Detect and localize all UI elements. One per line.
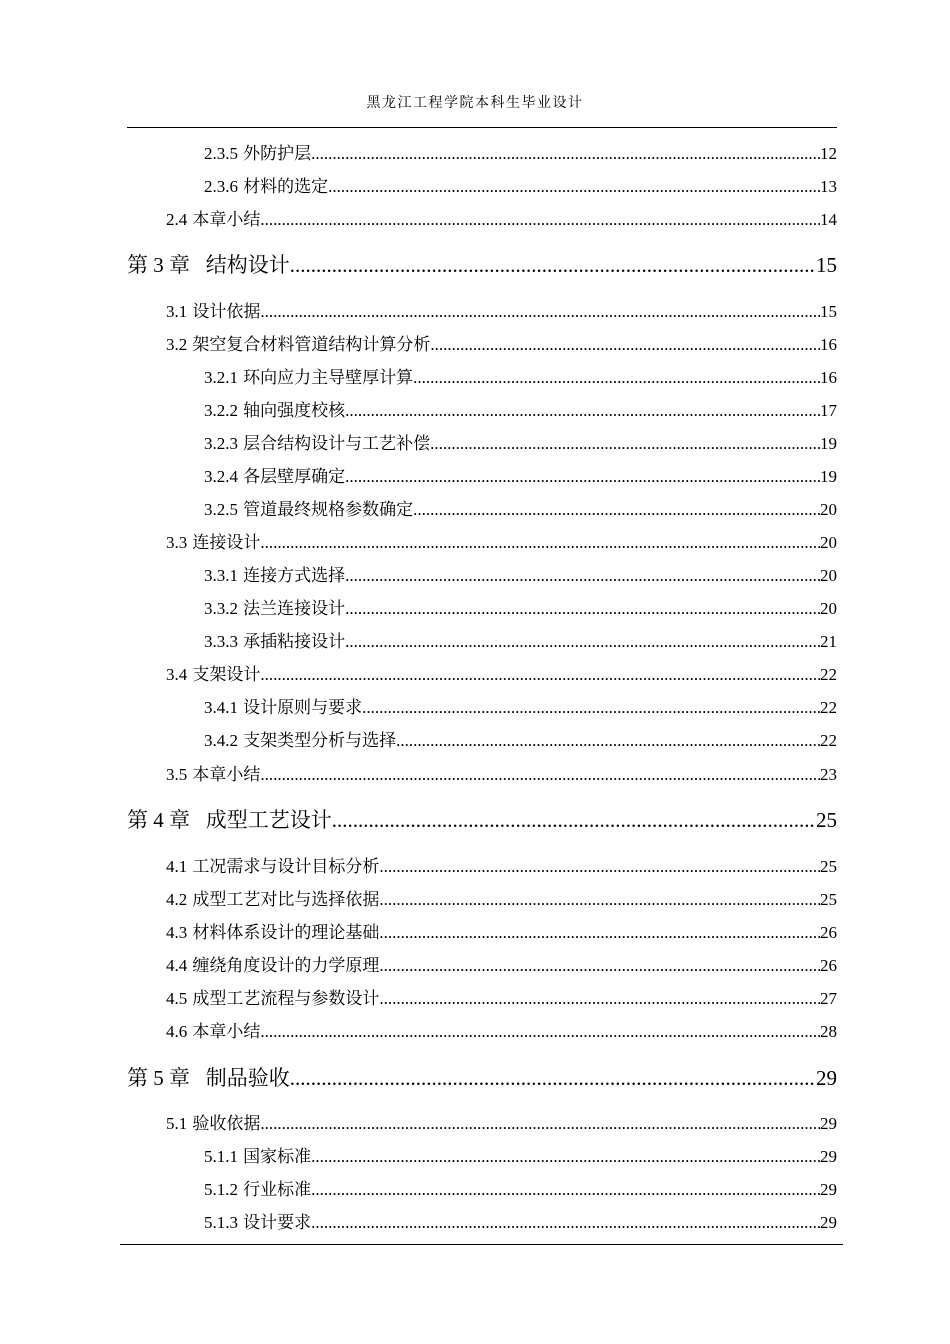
toc-entry-title: 承插粘接设计 — [243, 632, 346, 651]
toc-page-number: 22 — [820, 698, 837, 717]
toc-page-number: 22 — [820, 665, 837, 684]
toc-section-entry[interactable] — [166, 1017, 837, 1042]
toc-entry-label — [204, 495, 413, 520]
toc-dot-leader — [362, 698, 820, 718]
toc-entry-title: 支架类型分析与选择 — [243, 731, 397, 750]
toc-entry-number: 3.1 — [166, 302, 188, 321]
toc-section-entry[interactable] — [204, 396, 837, 421]
toc-section-entry[interactable] — [204, 139, 837, 164]
toc-section-entry[interactable] — [204, 726, 837, 751]
toc-dot-leader — [311, 1147, 820, 1167]
toc-entry-title: 法兰连接设计 — [243, 599, 346, 618]
toc-dot-leader — [379, 857, 820, 877]
toc-entry-title: 材料体系设计的理论基础 — [192, 923, 380, 942]
toc-entry-title: 材料的选定 — [243, 177, 329, 196]
toc-entry-title: 外防护层 — [243, 144, 312, 163]
toc-page-number: 27 — [820, 989, 837, 1008]
toc-entry-number: 4.4 — [166, 956, 188, 975]
toc-entry-title: 结构设计 — [205, 253, 290, 277]
toc-entry-number: 3.2.3 — [204, 434, 238, 453]
toc-entry-title: 架空复合材料管道结构计算分析 — [192, 335, 431, 354]
toc-entry-title: 本章小结 — [192, 1022, 261, 1041]
toc-entry-label — [166, 918, 379, 943]
toc-entry-label — [166, 205, 260, 230]
toc-dot-leader — [345, 599, 820, 619]
toc-entry-number: 3.3 — [166, 533, 188, 552]
toc-entry-label — [204, 396, 345, 421]
toc-dot-leader — [379, 956, 820, 976]
toc-entry-number: 5.1 — [166, 1114, 188, 1133]
toc-dot-leader — [413, 368, 820, 388]
toc-entry-number: 4.1 — [166, 857, 188, 876]
toc-dot-leader — [311, 1180, 820, 1200]
toc-entry-number: 3.4.2 — [204, 731, 238, 750]
toc-entry-label — [166, 1109, 260, 1134]
toc-dot-leader — [345, 566, 820, 586]
toc-page-number: 20 — [820, 599, 837, 618]
toc-entry-label — [204, 1208, 311, 1233]
toc-section-entry[interactable] — [166, 205, 837, 230]
toc-entry-label — [204, 561, 345, 586]
toc-chapter-entry[interactable] — [127, 249, 837, 279]
toc-section-entry[interactable] — [166, 852, 837, 877]
toc-entry-title: 设计原则与要求 — [243, 698, 363, 717]
toc-page-number: 23 — [820, 765, 837, 784]
toc-entry-number: 5.1.2 — [204, 1180, 238, 1199]
toc-dot-leader — [413, 500, 820, 520]
toc-dot-leader — [430, 335, 820, 355]
toc-entry-number: 3.2.1 — [204, 368, 238, 387]
toc-dot-leader — [345, 467, 820, 487]
toc-entry-number: 3.2 — [166, 335, 188, 354]
toc-section-entry[interactable] — [204, 495, 837, 520]
toc-dot-leader — [332, 808, 816, 833]
toc-entry-number: 3.4.1 — [204, 698, 238, 717]
toc-entry-number: 4.6 — [166, 1022, 188, 1041]
toc-dot-leader — [260, 1022, 820, 1042]
toc-entry-title: 本章小结 — [192, 210, 261, 229]
toc-page-number: 20 — [820, 500, 837, 519]
toc-dot-leader — [379, 923, 820, 943]
toc-dot-leader — [311, 1213, 820, 1233]
toc-page-number: 14 — [820, 210, 837, 229]
toc-page-number: 21 — [820, 632, 837, 651]
toc-entry-label — [166, 1017, 260, 1042]
toc-entry-label — [166, 330, 430, 355]
toc-entry-label — [204, 627, 345, 652]
toc-page-number: 16 — [820, 335, 837, 354]
toc-page-number: 12 — [820, 144, 837, 163]
toc-entry-title: 缠绕角度设计的力学原理 — [192, 956, 380, 975]
toc-section-entry[interactable] — [204, 363, 837, 388]
toc-entry-number: 第 5 章 — [127, 1066, 190, 1090]
toc-entry-number: 5.1.1 — [204, 1147, 238, 1166]
toc-entry-title: 支架设计 — [192, 665, 261, 684]
toc-entry-title: 管道最终规格参数确定 — [243, 500, 414, 519]
toc-entry-label — [127, 249, 290, 279]
toc-entry-label — [166, 984, 379, 1009]
toc-entry-number: 4.3 — [166, 923, 188, 942]
toc-entry-label — [166, 660, 260, 685]
toc-entry-label — [166, 297, 260, 322]
toc-page-number: 15 — [816, 253, 837, 277]
toc-entry-number: 2.3.6 — [204, 177, 238, 196]
toc-entry-number: 3.3.1 — [204, 566, 238, 585]
toc-entry-label — [204, 139, 311, 164]
toc-page-number: 19 — [820, 434, 837, 453]
toc-section-entry[interactable] — [204, 693, 837, 718]
toc-dot-leader — [430, 434, 820, 454]
toc-entry-title: 层合结构设计与工艺补偿 — [243, 434, 431, 453]
toc-entry-label — [204, 1142, 311, 1167]
toc-dot-leader — [396, 731, 820, 751]
toc-entry-title: 制品验收 — [205, 1066, 290, 1090]
toc-section-entry[interactable] — [204, 627, 837, 652]
toc-entry-label — [166, 760, 260, 785]
toc-entry-title: 设计依据 — [192, 302, 261, 321]
toc-entry-label — [204, 462, 345, 487]
toc-entry-title: 各层壁厚确定 — [243, 467, 346, 486]
toc-entry-label — [127, 804, 332, 834]
toc-entry-title: 成型工艺对比与选择依据 — [192, 890, 380, 909]
toc-entry-title: 国家标准 — [243, 1147, 312, 1166]
toc-entry-title: 验收依据 — [192, 1114, 261, 1133]
toc-entry-label — [127, 1062, 290, 1092]
toc-entry-title: 本章小结 — [192, 765, 261, 784]
toc-entry-title: 环向应力主导壁厚计算 — [243, 368, 414, 387]
toc-page-number: 19 — [820, 467, 837, 486]
toc-section-entry[interactable] — [204, 1175, 837, 1200]
toc-dot-leader — [379, 890, 820, 910]
toc-entry-label — [204, 693, 362, 718]
toc-page-number: 22 — [820, 731, 837, 750]
toc-dot-leader — [260, 210, 820, 230]
toc-page-number: 29 — [820, 1180, 837, 1199]
toc-section-entry[interactable] — [204, 462, 837, 487]
toc-page-number: 26 — [820, 956, 837, 975]
toc-entry-number: 4.2 — [166, 890, 188, 909]
toc-page-number: 28 — [820, 1022, 837, 1041]
toc-dot-leader — [260, 765, 820, 785]
page-header-title: 黑龙江工程学院本科生毕业设计 — [366, 96, 584, 111]
toc-entry-label — [204, 1175, 311, 1200]
toc-entry-number: 2.3.5 — [204, 144, 238, 163]
toc-page-number: 29 — [820, 1147, 837, 1166]
toc-entry-number: 2.4 — [166, 210, 188, 229]
toc-entry-label — [166, 528, 260, 553]
toc-section-entry[interactable] — [204, 594, 837, 619]
toc-page-number: 25 — [816, 808, 837, 832]
toc-entry-label — [166, 951, 379, 976]
toc-page-number: 29 — [820, 1213, 837, 1232]
toc-section-entry[interactable] — [204, 429, 837, 454]
toc-section-entry[interactable] — [166, 528, 837, 553]
toc-dot-leader — [290, 253, 816, 278]
toc-page-number: 20 — [820, 566, 837, 585]
toc-page-number: 25 — [820, 857, 837, 876]
toc-section-entry[interactable] — [166, 951, 837, 976]
toc-page-number: 26 — [820, 923, 837, 942]
toc-dot-leader — [328, 177, 820, 197]
toc-entry-number: 3.5 — [166, 765, 188, 784]
toc-dot-leader — [260, 302, 820, 322]
toc-page-number: 25 — [820, 890, 837, 909]
toc-page-number: 29 — [816, 1066, 837, 1090]
toc-page-number: 13 — [820, 177, 837, 196]
toc-entry-title: 行业标准 — [243, 1180, 312, 1199]
toc-entry-number: 3.3.2 — [204, 599, 238, 618]
toc-section-entry[interactable] — [166, 1109, 837, 1134]
toc-dot-leader — [290, 1066, 816, 1091]
toc-entry-title: 连接设计 — [192, 533, 261, 552]
toc-section-entry[interactable] — [204, 1208, 837, 1233]
toc-dot-leader — [379, 989, 820, 1009]
toc-dot-leader — [311, 144, 820, 164]
toc-dot-leader — [260, 533, 820, 553]
toc-entry-label — [166, 852, 379, 877]
footer-divider — [120, 1244, 843, 1245]
toc-entry-number: 第 4 章 — [127, 808, 190, 832]
toc-dot-leader — [345, 632, 820, 652]
toc-chapter-entry[interactable] — [127, 1062, 837, 1092]
toc-entry-label — [204, 429, 430, 454]
toc-entry-title: 连接方式选择 — [243, 566, 346, 585]
toc-entry-title: 工况需求与设计目标分析 — [192, 857, 380, 876]
toc-entry-number: 3.2.2 — [204, 401, 238, 420]
toc-page-number: 15 — [820, 302, 837, 321]
toc-section-entry[interactable] — [166, 330, 837, 355]
toc-entry-label — [204, 172, 328, 197]
toc-section-entry[interactable] — [166, 297, 837, 322]
toc-section-entry[interactable] — [166, 918, 837, 943]
toc-page-number: 29 — [820, 1114, 837, 1133]
toc-entry-number: 3.2.4 — [204, 467, 238, 486]
toc-entry-number: 3.2.5 — [204, 500, 238, 519]
toc-entry-label — [166, 885, 379, 910]
toc-section-entry[interactable] — [166, 660, 837, 685]
toc-dot-leader — [260, 1114, 820, 1134]
toc-entry-title: 成型工艺流程与参数设计 — [192, 989, 380, 1008]
toc-entry-title: 成型工艺设计 — [205, 808, 332, 832]
toc-entry-number: 3.3.3 — [204, 632, 238, 651]
toc-entry-number: 3.4 — [166, 665, 188, 684]
toc-entry-number: 5.1.3 — [204, 1213, 238, 1232]
toc-chapter-entry[interactable] — [127, 804, 837, 834]
toc-dot-leader — [345, 401, 820, 421]
toc-section-entry[interactable] — [166, 984, 837, 1009]
toc-section-entry[interactable] — [204, 561, 837, 586]
toc-section-entry[interactable] — [166, 885, 837, 910]
toc-entry-title: 设计要求 — [243, 1213, 312, 1232]
toc-section-entry[interactable] — [204, 1142, 837, 1167]
toc-entry-number: 4.5 — [166, 989, 188, 1008]
toc-page-number: 16 — [820, 368, 837, 387]
toc-entry-label — [204, 594, 345, 619]
toc-section-entry[interactable] — [204, 172, 837, 197]
toc-entry-label — [204, 363, 413, 388]
toc-section-entry[interactable] — [166, 760, 837, 785]
toc-page-number: 17 — [820, 401, 837, 420]
toc-entry-number: 第 3 章 — [127, 253, 190, 277]
toc-dot-leader — [260, 665, 820, 685]
toc-entry-title: 轴向强度校核 — [243, 401, 346, 420]
toc-page-number: 20 — [820, 533, 837, 552]
toc-entry-label — [204, 726, 396, 751]
